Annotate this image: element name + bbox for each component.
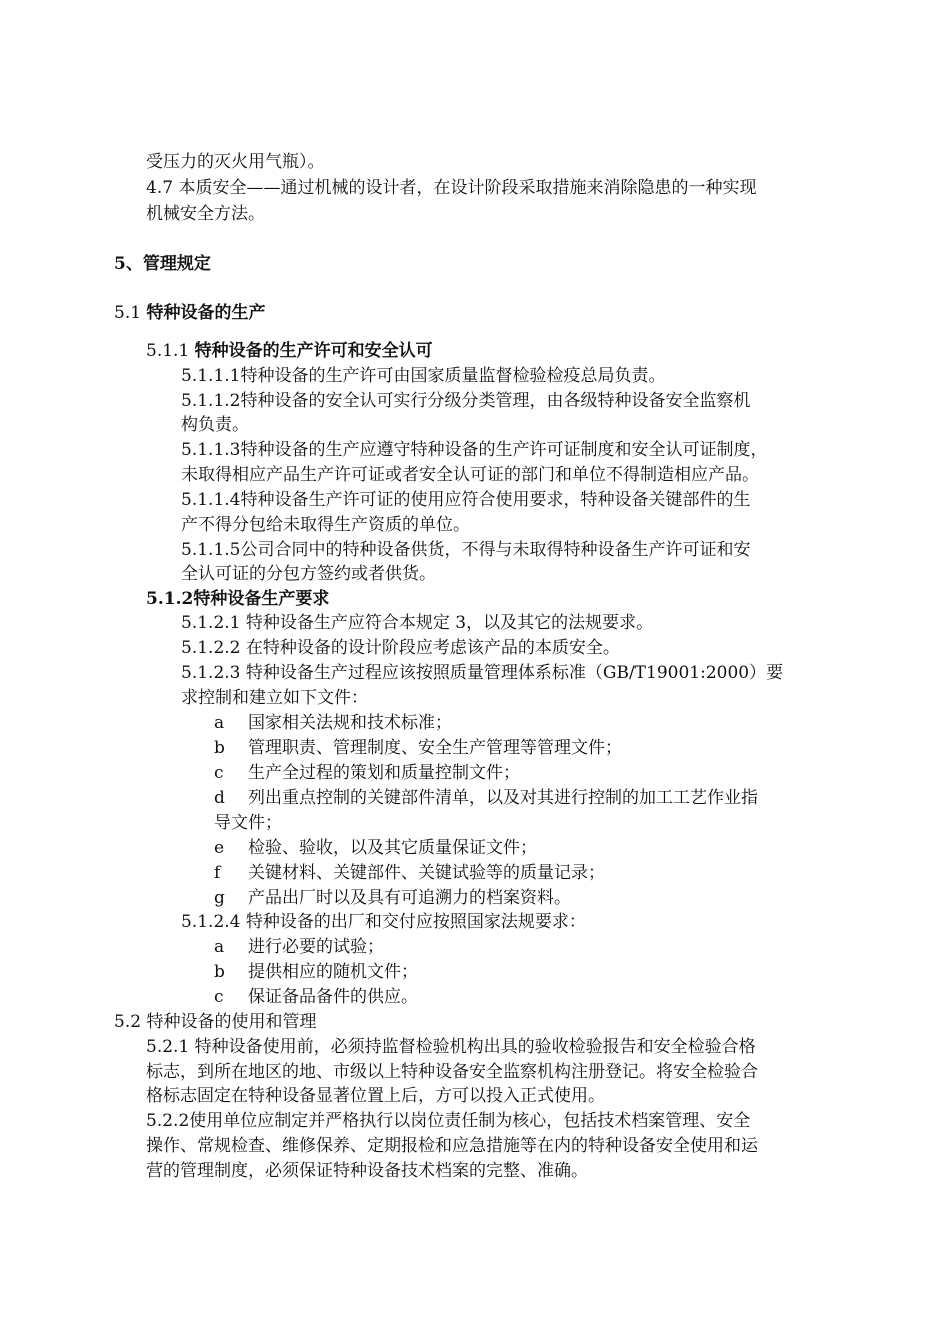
subsection-heading bbox=[114, 300, 265, 326]
list-marker: e bbox=[214, 838, 225, 858]
list-item: 管理职责、管理制度、安全生产管理等管理文件； bbox=[248, 738, 622, 758]
text-line: 5.1.1.4特种设备生产许可证的使用应符合使用要求，特种设备关键部件的生 bbox=[181, 490, 751, 510]
text-line: 操作、常规检查、维修保养、定期报检和应急措施等在内的特种设备安全使用和运 bbox=[146, 1136, 758, 1156]
list-item: 检验、验收，以及其它质量保证文件； bbox=[248, 838, 537, 858]
heading-number: 5.1.1 bbox=[146, 341, 190, 361]
list-marker: c bbox=[214, 987, 224, 1007]
text-line: 5.1.2.2 在特种设备的设计阶段应考虑该产品的本质安全。 bbox=[181, 638, 620, 658]
list-marker: f bbox=[214, 863, 221, 883]
text-line: 构负责。 bbox=[181, 415, 249, 435]
text-line: 5.1.2.4 特种设备的出厂和交付应按照国家法规要求： bbox=[181, 912, 586, 932]
text-line: 全认可证的分包方签约或者供货。 bbox=[181, 564, 436, 584]
text-line: 5.1.2.3 特种设备生产过程应该按照质量管理体系标准（GB/T19001:2000）要 bbox=[181, 663, 784, 683]
list-item: 进行必要的试验； bbox=[248, 937, 384, 957]
heading-number: 5.1 bbox=[114, 303, 142, 323]
text-line: 5.1.1.1特种设备的生产许可由国家质量监督检验检疫总局负责。 bbox=[181, 366, 666, 386]
list-item: 生产全过程的策划和质量控制文件； bbox=[248, 763, 520, 783]
text-line: 求控制和建立如下文件： bbox=[181, 688, 368, 708]
text-line: 5.1.2.1 特种设备生产应符合本规定 3，以及其它的法规要求。 bbox=[181, 613, 654, 633]
heading-title: 特种设备的生产 bbox=[146, 303, 266, 323]
list-marker: d bbox=[214, 788, 225, 808]
list-item: 关键材料、关键部件、关键试验等的质量记录； bbox=[248, 863, 605, 883]
text-line: 4.7 本质安全——通过机械的设计者，在设计阶段采取措施来消除隐患的一种实现 bbox=[146, 178, 757, 198]
text-line: 导文件； bbox=[214, 813, 282, 833]
heading-title: 特种设备的生产许可和安全认可 bbox=[194, 341, 433, 361]
text-line: 5.1.1.3特种设备的生产应遵守特种设备的生产许可证制度和安全认可证制度， bbox=[181, 440, 768, 460]
text-line: 未取得相应产品生产许可证或者安全认可证的部门和单位不得制造相应产品。 bbox=[181, 465, 759, 485]
list-marker: b bbox=[214, 962, 225, 982]
text-line: 受压力的灭火用气瓶）。 bbox=[146, 152, 325, 172]
list-item: 保证备品备件的供应。 bbox=[248, 987, 418, 1007]
text-line: 格标志固定在特种设备显著位置上后，方可以投入正式使用。 bbox=[146, 1086, 605, 1106]
list-item: 提供相应的随机文件； bbox=[248, 962, 418, 982]
text-line: 产不得分包给未取得生产资质的单位。 bbox=[181, 515, 470, 535]
text-line: 标志，到所在地区的地、市级以上特种设备安全监察机构注册登记。将安全检验合 bbox=[146, 1062, 758, 1082]
subsection-heading: 5.2 特种设备的使用和管理 bbox=[114, 1012, 317, 1032]
list-marker: g bbox=[214, 888, 225, 908]
text-line: 营的管理制度，必须保证特种设备技术档案的完整、准确。 bbox=[146, 1161, 588, 1181]
list-marker: c bbox=[214, 763, 224, 783]
list-item: 列出重点控制的关键部件清单，以及对其进行控制的加工工艺作业指 bbox=[248, 788, 758, 808]
list-marker: a bbox=[214, 937, 225, 957]
list-item: 产品出厂时以及具有可追溯力的档案资料。 bbox=[248, 888, 571, 908]
text-line: 5.1.1.5公司合同中的特种设备供货，不得与未取得特种设备生产许可证和安 bbox=[181, 540, 751, 560]
text-line: 机械安全方法。 bbox=[146, 204, 265, 224]
subsubsection-heading bbox=[146, 338, 433, 364]
list-marker: a bbox=[214, 713, 225, 733]
section-heading: 5、管理规定 bbox=[114, 254, 211, 274]
list-marker: b bbox=[214, 738, 225, 758]
text-line: 5.1.1.2特种设备的安全认可实行分级分类管理，由各级特种设备安全监察机 bbox=[181, 391, 751, 411]
text-line: 5.2.2使用单位应制定并严格执行以岗位责任制为核心，包括技术档案管理、安全 bbox=[146, 1111, 751, 1131]
text-line: 5.2.1 特种设备使用前，必须持监督检验机构出具的验收检验报告和安全检验合格 bbox=[146, 1037, 756, 1057]
list-item: 国家相关法规和技术标准； bbox=[248, 713, 452, 733]
subsubsection-heading: 5.1.2特种设备生产要求 bbox=[146, 589, 330, 609]
